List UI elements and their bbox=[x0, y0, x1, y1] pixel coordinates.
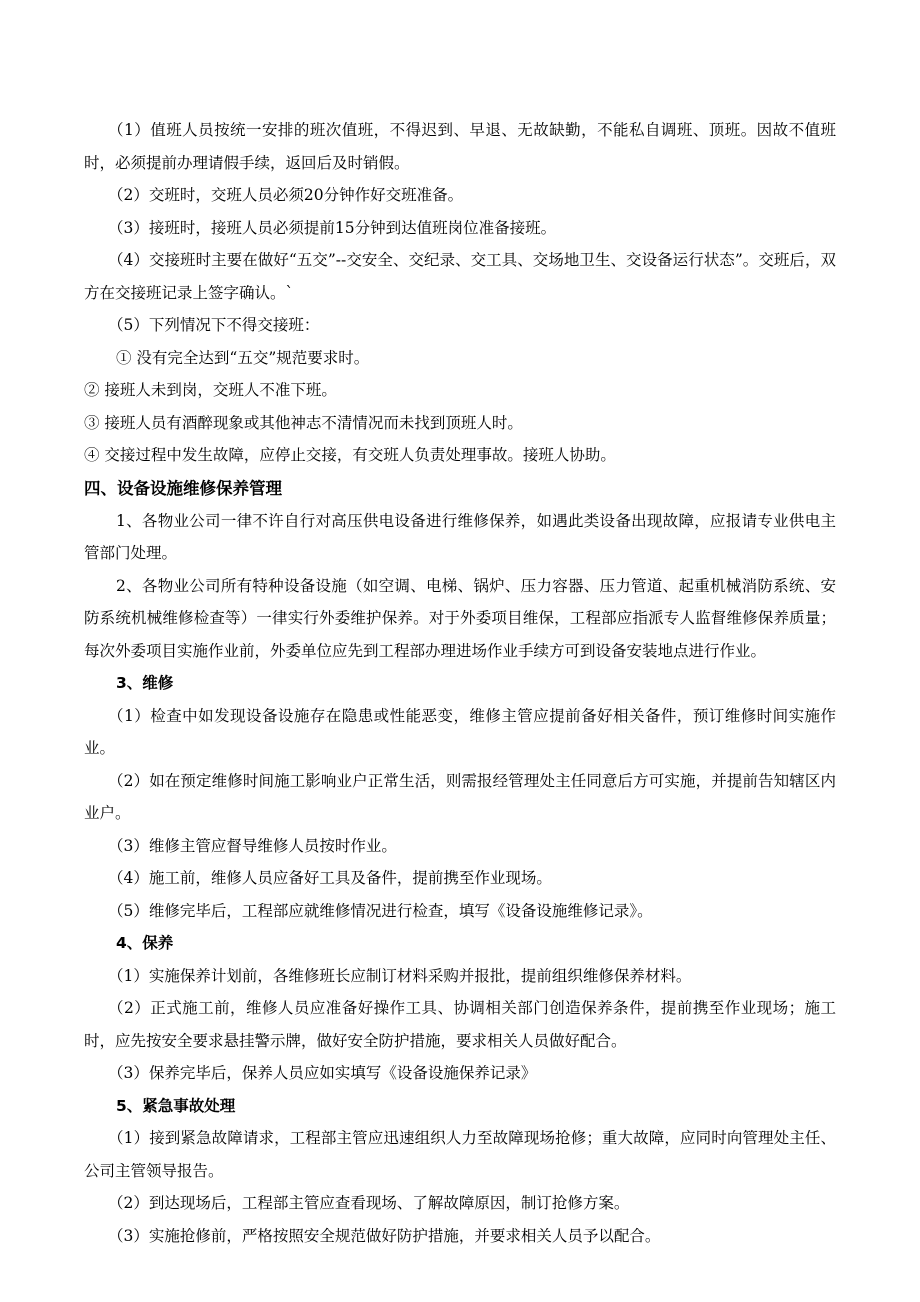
duty-rule-4: （4）交接班时主要在做好“五交”--交安全、交纪录、交工具、交场地卫生、交设备运行状态”。交班后，双方在交接班记录上签字确认。` bbox=[84, 251, 836, 302]
no-handover-case-4: ④ 交接过程中发生故障，应停止交接，有交班人负责处理事故。接班人协助。 bbox=[84, 446, 616, 464]
document-page bbox=[84, 114, 836, 1252]
emergency-item-2: （2）到达现场后，工程部主管应查看现场、了解故障原因，制订抢修方案。 bbox=[108, 1194, 630, 1212]
emergency-title: 5、紧急事故处理 bbox=[116, 1096, 236, 1115]
repair-item-1: （1）检查中如发现设备设施存在隐患或性能恶变，维修主管应提前备好相关备件，预订维修时间实施作业。 bbox=[84, 706, 836, 757]
emergency-item-3: （3）实施抢修前，严格按照安全规范做好防护措施，并要求相关人员予以配合。 bbox=[108, 1226, 661, 1245]
section-4-title: 四、设备设施维修保养管理 bbox=[84, 478, 282, 498]
repair-item-5: （5）维修完毕后，工程部应就维修情况进行检查，填写《设备设施维修记录》。 bbox=[108, 901, 653, 920]
maintain-item-1: （1）实施保养计划前，各维修班长应制订材料采购并报批，提前组织维修保养材料。 bbox=[108, 966, 692, 985]
duty-rule-2: （2）交班时，交班人员必须20分钟作好交班准备。 bbox=[108, 186, 464, 204]
no-handover-case-2: ② 接班人未到岗，交班人不准下班。 bbox=[84, 381, 337, 399]
emergency-item-1: （1）接到紧急故障请求，工程部主管应迅速组织人力至故障现场抢修；重大故障，应同时向管理处主任、公司主管领导报告。 bbox=[84, 1129, 836, 1180]
maintain-item-3: （3）保养完毕后，保养人员应如实填写《设备设施保养记录》 bbox=[108, 1064, 537, 1082]
duty-rule-3: （3）接班时，接班人员必须提前15分钟到达值班岗位准备接班。 bbox=[108, 218, 557, 237]
repair-item-2: （2）如在预定维修时间施工影响业户正常生活，则需报经管理处主任同意后方可实施，并提前告知辖区内业户。 bbox=[84, 771, 836, 822]
section-4-paragraph-2: 2、各物业公司所有特种设备设施（如空调、电梯、锅炉、压力容器、压力管道、起重机械消防系统、安防系统机械维修检查等）一律实行外委维护保养。对于外委项目维保，工程部应指派专人监督维修保养质量；每次外委项目实施作业前，外委单位应先到工程部办理进场作业手续方可到设备安装地点进行作业。 bbox=[84, 576, 836, 660]
repair-item-3: （3）维修主管应督导维修人员按时作业。 bbox=[108, 836, 397, 855]
repair-title: 3、维修 bbox=[116, 674, 174, 692]
no-handover-case-3: ③ 接班人员有酒醉现象或其他神志不清情况而未找到顶班人时。 bbox=[84, 413, 523, 432]
no-handover-case-1: ① 没有完全达到“五交”规范要求时。 bbox=[116, 348, 370, 367]
maintain-title: 4、保养 bbox=[116, 934, 174, 952]
maintain-item-2: （2）正式施工前，维修人员应准备好操作工具、协调相关部门创造保养条件，提前携至作业现场；施工时，应先按安全要求悬挂警示牌，做好安全防护措施，要求相关人员做好配合。 bbox=[84, 999, 836, 1050]
duty-rule-1: （1）值班人员按统一安排的班次值班，不得迟到、早退、无故缺勤，不能私自调班、顶班。因故不值班时，必须提前办理请假手续，返回后及时销假。 bbox=[84, 121, 836, 172]
repair-item-4: （4）施工前，维修人员应备好工具及备件，提前携至作业现场。 bbox=[108, 869, 552, 887]
section-4-paragraph-1: 1、各物业公司一律不许自行对高压供电设备进行维修保养，如遇此类设备出现故障，应报请专业供电主管部门处理。 bbox=[84, 511, 836, 562]
duty-rule-5: （5）下列情况下不得交接班： bbox=[108, 316, 320, 334]
